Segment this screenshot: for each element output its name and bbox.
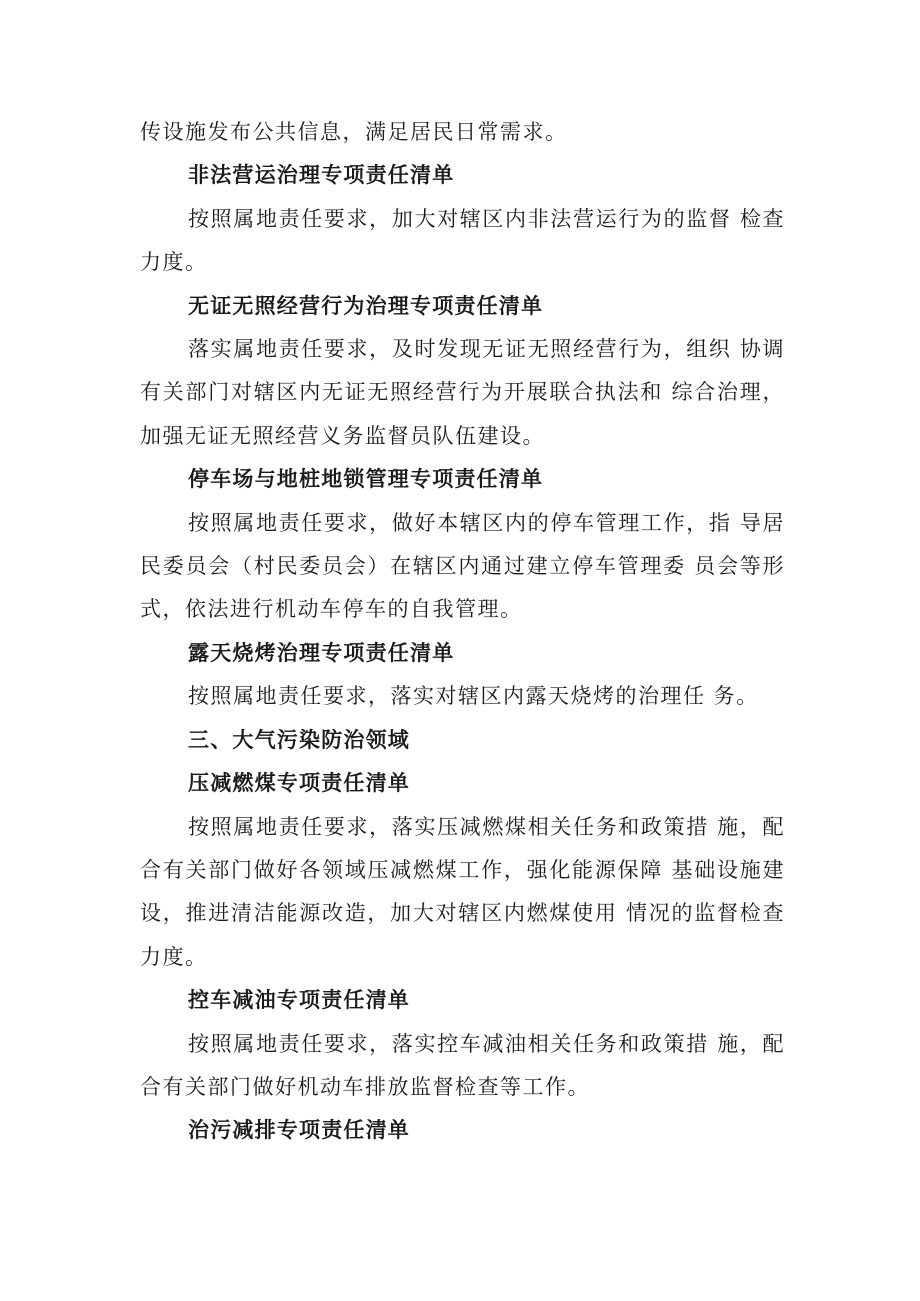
section-heading-unlicensed-business: 无证无照经营行为治理专项责任清单 xyxy=(188,293,544,318)
document-body xyxy=(140,111,785,1153)
chapter-heading-air-pollution: 三、大气污染防治领域 xyxy=(188,727,410,752)
paragraph-coal-reduction: 按照属地责任要求，落实压减燃煤相关任务和政策措 施，配合有关部门做好各领域压减燃煤工作，强化能源保障 基础设施建设，推进清洁能源改造，加大对辖区内燃煤使用 情况的监督检查力度。 xyxy=(140,814,785,969)
paragraph-open-air-barbecue: 按照属地责任要求，落实对辖区内露天烧烤的治理任 务。 xyxy=(188,684,759,709)
section-heading-emission-reduction: 治污减排专项责任清单 xyxy=(188,1118,410,1143)
section-heading-coal-reduction: 压减燃煤专项责任清单 xyxy=(188,771,410,796)
paragraph-illegal-operation: 按照属地责任要求，加大对辖区内非法营运行为的监督 检查力度。 xyxy=(140,206,785,275)
paragraph-vehicle-oil-control: 按照属地责任要求，落实控车减油相关任务和政策措 施，配合有关部门做好机动车排放监督检查等工作。 xyxy=(140,1031,785,1099)
section-heading-parking: 停车场与地桩地锁管理专项责任清单 xyxy=(188,467,544,492)
paragraph-parking: 按照属地责任要求，做好本辖区内的停车管理工作，指 导居民委员会（村民委员会）在辖区内通过建立停车管理委 员会等形式，依法进行机动车停车的自我管理。 xyxy=(140,510,785,622)
section-heading-open-air-barbecue: 露天烧烤治理专项责任清单 xyxy=(188,640,455,665)
paragraph-unlicensed-business: 落实属地责任要求，及时发现无证无照经营行为，组织 协调有关部门对辖区内无证无照经营行为开展联合执法和 综合治理，加强无证无照经营义务监督员队伍建设。 xyxy=(140,337,785,448)
section-heading-vehicle-oil-control: 控车减油专项责任清单 xyxy=(188,988,410,1013)
paragraph-continuation: 传设施发布公共信息，满足居民日常需求。 xyxy=(140,120,568,144)
section-heading-illegal-operation: 非法营运治理专项责任清单 xyxy=(188,163,455,188)
